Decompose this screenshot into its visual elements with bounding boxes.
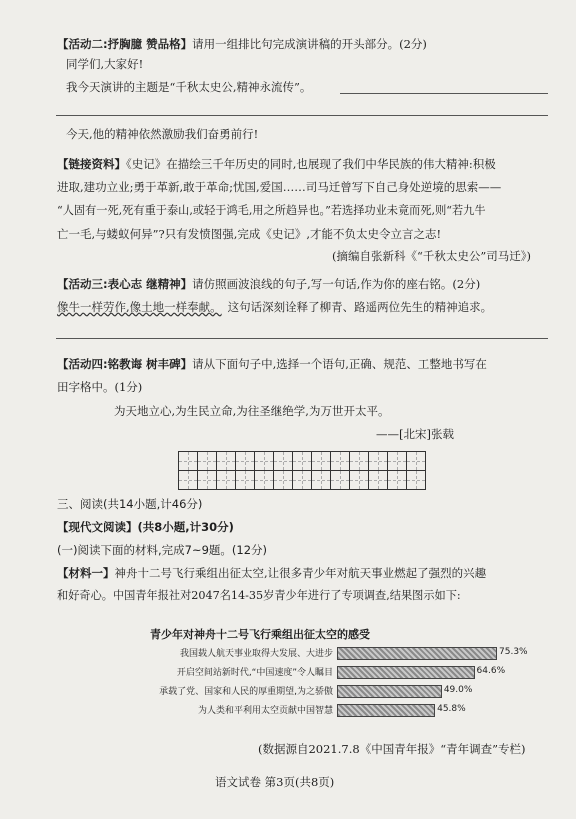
activity4-line [57,357,487,371]
material-text: 神舟十二号飞行乘组出征太空,让很多青少年对航天事业燃起了强烈的兴趣 [114,566,487,580]
grid-cell[interactable] [369,471,388,489]
grid-cell[interactable] [274,471,293,489]
chart-category-label: 为人类和平利用太空贡献中国智慧 [197,706,333,716]
activity3-line [57,277,480,291]
grid-cell[interactable] [350,452,369,470]
chart-bar [337,666,475,679]
chart-bar [337,647,497,660]
activity2-instruction: 请用一组排比句完成演讲稿的开头部分。(2分) [192,37,427,51]
activity4-quote: 为天地立心,为生民立命,为往圣继绝学,为万世开太平。 [114,404,390,418]
grid-cell[interactable] [217,471,236,489]
grid-cell[interactable] [293,471,312,489]
section3-heading: 三、阅读(共14小题,计46分) [57,497,203,511]
grid-cell[interactable] [293,452,312,470]
chart-category-label: 承载了党、国家和人民的厚重期望,为之骄傲 [159,687,333,697]
answer-line[interactable] [56,338,548,339]
link-material-title: 【链接资料】 [57,157,126,171]
answer-line[interactable] [340,93,548,94]
link-material-line-4: 亡一毛,与蝼蚁何异”?只有发愤图强,完成《史记》,才能不负太史令立言之志! [57,227,442,241]
grid-cell[interactable] [312,452,331,470]
grid-cell[interactable] [312,471,331,489]
activity3-rest-text: 这句话深刻诠释了柳青、路遥两位先生的精神追求。 [227,300,493,314]
activity3-instruction: 请仿照画波浪线的句子,写一句话,作为你的座右铭。(2分) [192,277,481,291]
chart-value-label: 49.0% [443,685,473,695]
activity2-greeting: 同学们,大家好! [66,57,144,71]
grid-cell[interactable] [350,471,369,489]
section3-part1: (一)阅读下面的材料,完成7~9题。(12分) [57,543,268,557]
tianzige-grid[interactable] [178,451,426,471]
chart-value-label: 45.8% [437,704,466,714]
activity4-author: ——[北宋]张载 [376,427,454,441]
grid-cell[interactable] [236,471,255,489]
activity4-instruction: 请从下面句子中,选择一个语句,正确、规范、工整地书写在 [192,357,487,371]
grid-cell[interactable] [407,452,425,470]
grid-cell[interactable] [255,452,274,470]
chart-value-label: 64.6% [476,666,506,676]
grid-cell[interactable] [179,471,198,489]
grid-cell[interactable] [274,452,293,470]
grid-cell[interactable] [179,452,198,470]
chart-title: 青少年对神舟十二号飞行乘组出征太空的感受 [150,628,370,641]
grid-cell[interactable] [388,471,407,489]
answer-line[interactable] [56,115,548,116]
grid-cell[interactable] [331,452,350,470]
grid-cell[interactable] [217,452,236,470]
page-footer: 语文试卷 第3页(共8页) [215,775,335,789]
material-line-1 [57,566,486,580]
wavy-underlined-sentence: 像牛一样劳作,像土地一样奉献。 [57,300,222,314]
link-material-line-2: 进取,建功立业;勇于革新,敢于革命;忧国,爱国……司马迁曾写下自己身处逆境的思索—— [57,180,502,194]
grid-cell[interactable] [369,452,388,470]
grid-cell[interactable] [388,452,407,470]
chart-category-label: 我国载人航天事业取得大发展、大进步 [179,649,333,659]
activity2-ending: 今天,他的精神依然激励我们奋勇前行! [66,127,259,141]
grid-cell[interactable] [198,452,217,470]
grid-cell[interactable] [198,471,217,489]
material-title: 【材料一】 [57,566,115,580]
material-line-2: 和好奇心。中国青年报社对2047名14-35岁青少年进行了专项调查,结果图示如下: [57,589,461,602]
link-material-text: 《史记》在描绘三千年历史的同时,也展现了我们中华民族的伟大精神:积极 [126,157,496,171]
activity4-instruction-cont: 田字格中。(1分) [57,380,143,394]
link-material-source: (摘编自张新科《“千秋太史公”司马迁》) [332,249,531,263]
activity3-sentence [57,300,492,314]
activity3-title: 【活动三:表心志 继精神】 [57,277,193,291]
tianzige-grid[interactable] [178,470,426,490]
grid-cell[interactable] [236,452,255,470]
link-material-line-3: “人固有一死,死有重于泰山,或轻于鸿毛,用之所趋异也。”若选择功业未竟而死,则“若九牛 [57,204,486,217]
chart-bar [337,685,442,698]
chart-source: (数据源自2021.7.8《中国青年报》“青年调查”专栏) [258,742,526,756]
section3-subheading: 【现代文阅读】(共8小题,计30分) [57,520,234,534]
activity2-line [57,37,427,51]
grid-cell[interactable] [407,471,425,489]
chart-category-label: 开启空间站新时代,“中国速度”令人瞩目 [176,668,333,678]
chart-value-label: 75.3% [499,647,528,657]
activity2-title: 【活动二:抒胸臆 赞品格】 [57,37,193,51]
grid-cell[interactable] [331,471,350,489]
activity2-topic: 我今天演讲的主题是“千秋太史公,精神永流传”。 [66,80,312,94]
chart-bar [337,704,435,717]
link-material-line-1 [57,157,496,171]
activity4-title: 【活动四:铭教诲 树丰碑】 [57,357,193,371]
grid-cell[interactable] [255,471,274,489]
